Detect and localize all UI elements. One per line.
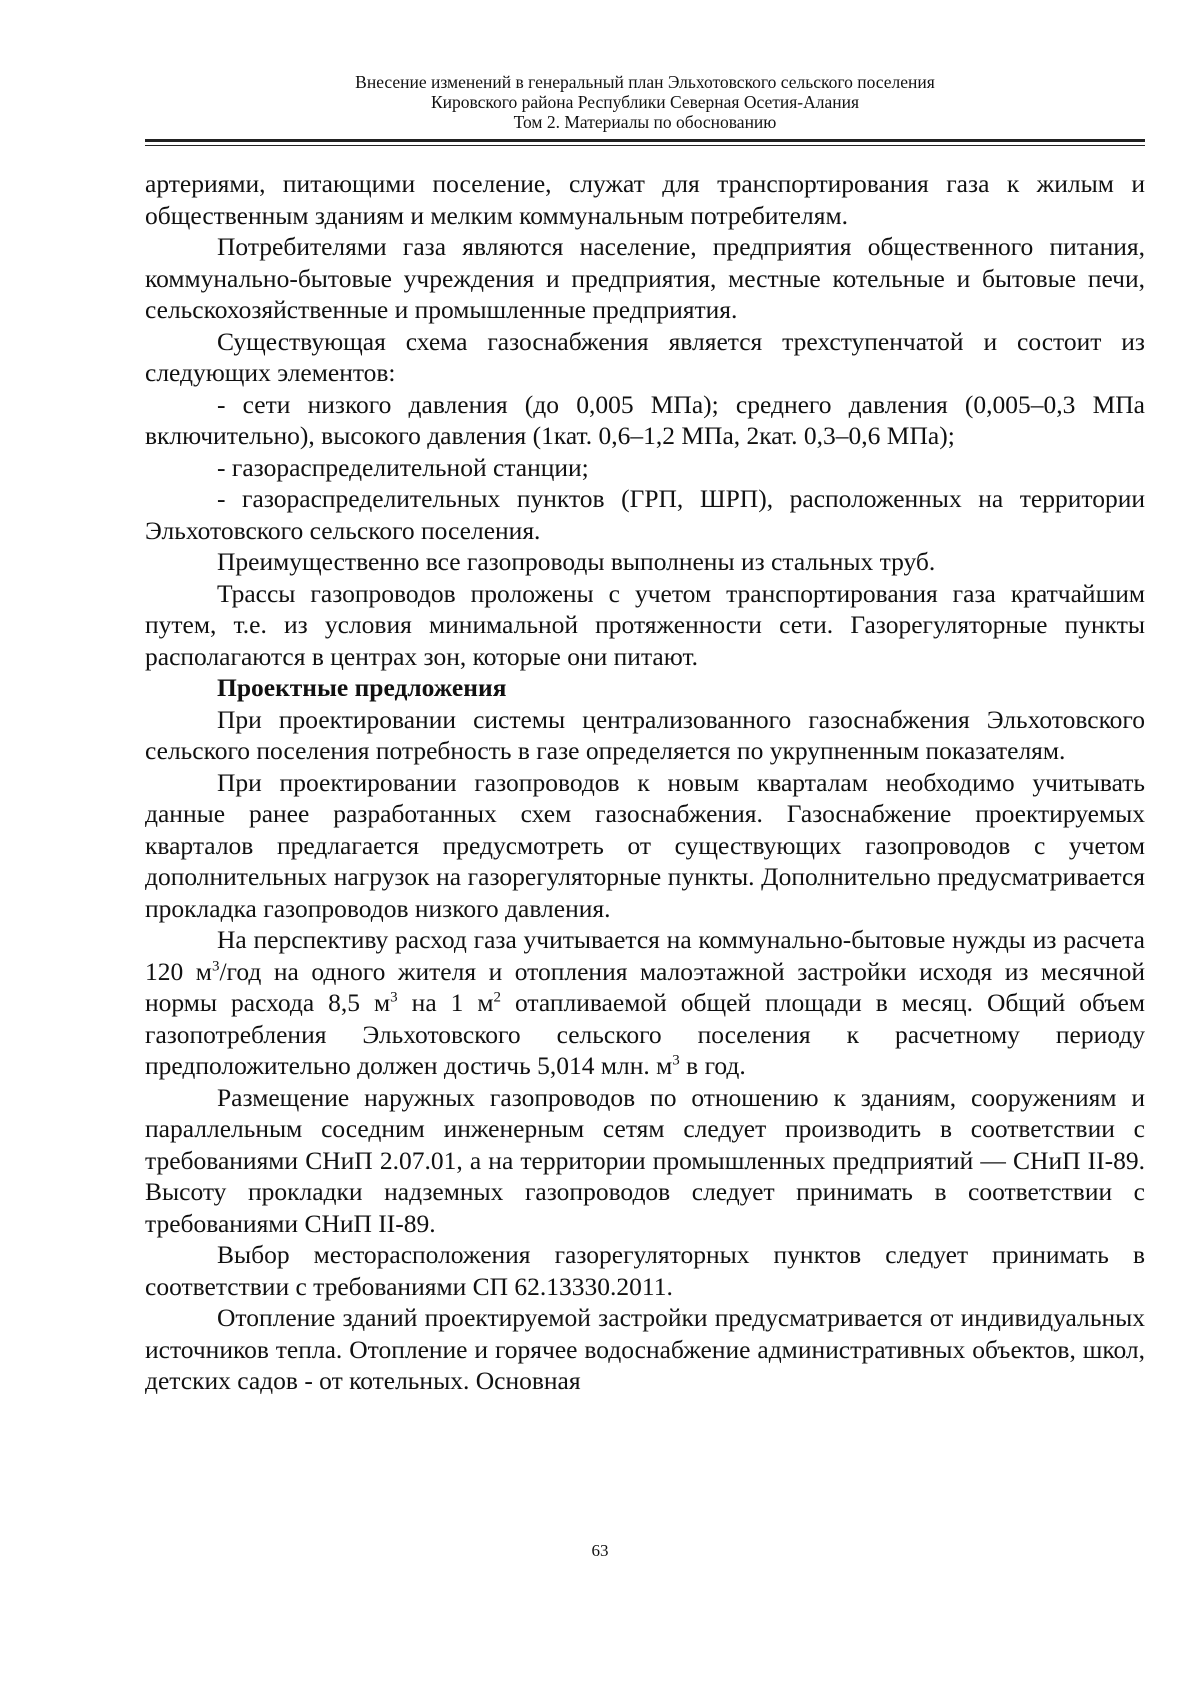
header-title-line: Внесение изменений в генеральный план Эльхотовского сельского поселения bbox=[355, 72, 935, 92]
superscript: 3 bbox=[211, 958, 220, 974]
text-run: в год. bbox=[679, 1051, 746, 1080]
paragraph: Размещение наружных газопроводов по отношению к зданиям, сооружениям и параллельным соседним инженерным сетям следует производить в соответствии с требованиями СНиП 2.07.01, а на территории промышленных предприятий — СНиП II-89. Высоту прокладки надземных газопроводов следует принимать в соответствии с требованиями СНиП II-89. bbox=[145, 1082, 1145, 1238]
paragraph-gas-consumption bbox=[145, 924, 1145, 1082]
text-run: на 1 м bbox=[397, 988, 494, 1017]
paragraph: Существующая схема газоснабжения является трехступенчатой и состоит из следующих элементов: bbox=[145, 326, 1145, 387]
document-body bbox=[145, 168, 1145, 1397]
paragraph: Преимущественно все газопроводы выполнены из стальных труб. bbox=[217, 547, 936, 576]
text-run: /год на одного жителя и отопления малоэтажной застройки исходя из месячной нормы расхода 8,5 м bbox=[145, 956, 1146, 1017]
header-region-line: Кировского района Республики Северная Осетия-Алания bbox=[430, 92, 860, 112]
paragraph: Трассы газопроводов проложены с учетом транспортирования газа кратчайшим путем, т.е. из условия минимальной протяженности сети. Газорегуляторные пункты располагаются в центрах зон, которые они питают. bbox=[145, 578, 1145, 671]
paragraph: артериями, питающими поселение, служат для транспортирования газа к жилым и общественным зданиям и мелким коммунальным потребителям. bbox=[145, 169, 1145, 230]
superscript: 3 bbox=[672, 1052, 680, 1069]
superscript: 2 bbox=[493, 989, 502, 1006]
list-item: - газораспределительной станции; bbox=[217, 452, 589, 482]
list-item: - газораспределительных пунктов (ГРП, ШРП), расположенных на территории Эльхотовского сельского поселения. bbox=[145, 484, 1145, 545]
text-run: отапливаемой общей площади в месяц. Общий объем газопотребления Эльхотовского сельского поселения к расчетному периоду предположительно должен достичь 5,014 млн. м bbox=[145, 988, 1145, 1080]
paragraph: Потребителями газа являются население, предприятия общественного питания, коммунально-бытовые учреждения и предприятия, местные котельные и бытовые печи, сельскохозяйственные и промышленные предприятия. bbox=[145, 232, 1145, 324]
paragraph: Отопление зданий проектируемой застройки предусматривается от индивидуальных источников тепла. Отопление и горячее водоснабжение административных объектов, школ, детских садов - от котельных. Основная bbox=[145, 1303, 1145, 1395]
paragraph: Выбор месторасположения газорегуляторных пунктов следует принимать в соответствии с требованиями СП 62.13330.2011. bbox=[145, 1240, 1145, 1301]
header-rule-thin bbox=[145, 145, 1145, 146]
document-header bbox=[145, 72, 1145, 132]
paragraph: При проектировании газопроводов к новым кварталам необходимо учитывать данные ранее разработанных схем газоснабжения. Газоснабжение проектируемых кварталов предлагается предусмотреть от существующих газопроводов с учетом дополнительных нагрузок на газорегуляторные пункты. Дополнительно предусматривается прокладка газопроводов низкого давления. bbox=[145, 767, 1145, 923]
superscript: 3 bbox=[390, 989, 398, 1006]
section-heading: Проектные предложения bbox=[217, 673, 507, 702]
page-number: 63 bbox=[591, 1541, 609, 1560]
text-run: На перспективу расход газа учитывается на коммунально-бытовые нужды из расчета 120 м bbox=[145, 925, 1145, 986]
paragraph: При проектировании системы централизованного газоснабжения Эльхотовского сельского поселения потребность в газе определяется по укрупненным показателям. bbox=[145, 704, 1145, 765]
list-item: - сети низкого давления (до 0,005 МПа); среднего давления (0,005–0,3 МПа включительно), высокого давления (1кат. 0,6–1,2 МПа, 2кат. 0,3–0,6 МПа); bbox=[145, 389, 1145, 450]
header-volume-line: Том 2. Материалы по обоснованию bbox=[513, 112, 777, 132]
header-rule-thick bbox=[145, 139, 1145, 142]
